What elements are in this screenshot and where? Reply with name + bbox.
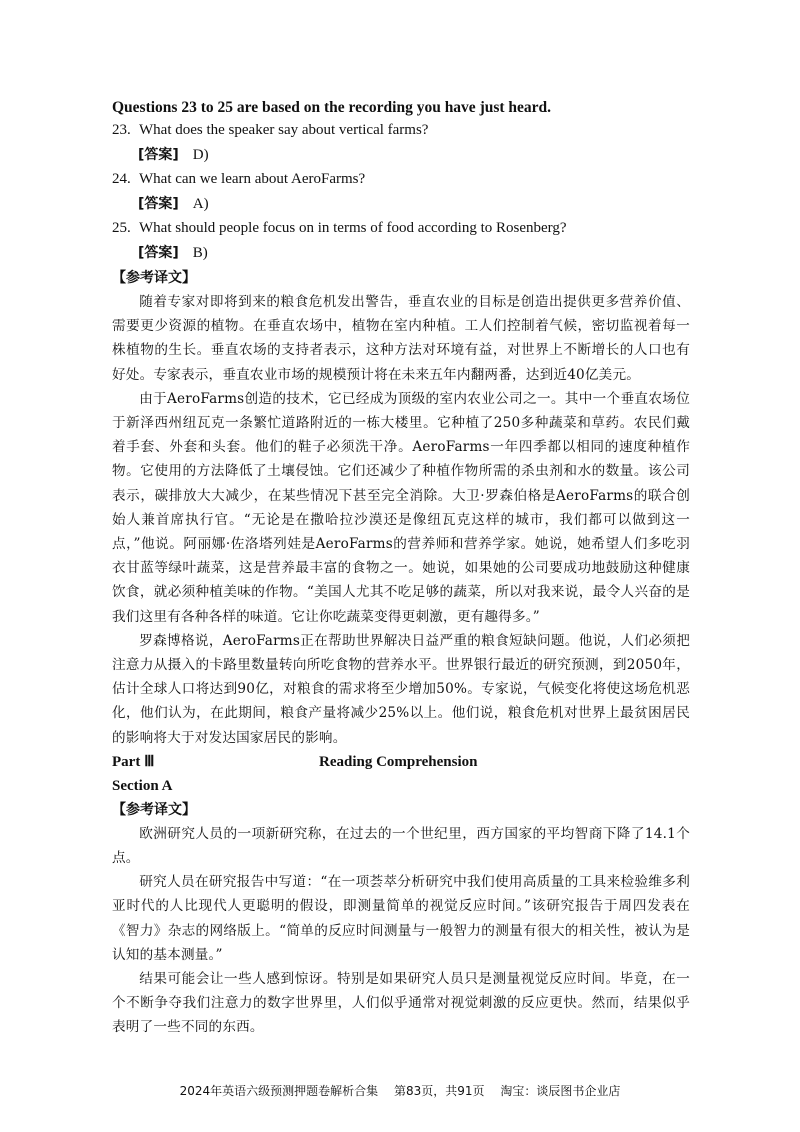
answer-value: B) <box>192 245 208 261</box>
question-text: What should people focus on in terms of food according to Rosenberg? <box>139 220 567 236</box>
questions-header: Questions 23 to 25 are based on the recording you have just heard. <box>112 99 552 116</box>
paragraph: 随着专家对即将到来的粮食危机发出警告，垂直农业的目标是创造出提供更多营养价值、需要更少资源的植物。在垂直农场中，植物在室内种植。工人们控制着气候，密切监视着每一株植物的生长。垂直农场的支持者表示，这种方法对环境有益，对世界上不断增长的人口也有好处。专家表示，垂直农业市场的规模预计将在未来五年内翻两番，达到近40亿美元。 <box>112 294 690 383</box>
paragraph: 结果可能会让一些人感到惊讶。特别是如果研究人员只是测量视觉反应时间。毕竟，在一个不断争夺我们注意力的数字世界里，人们似乎通常对视觉刺激的反应更快。然而，结果似乎表明了一些不同的东西。 <box>112 971 690 1036</box>
question-text: What does the speaker say about vertical farms? <box>139 122 429 138</box>
page-content <box>112 96 690 1040</box>
paragraph: 罗森博格说，AeroFarms正在帮助世界解决日益严重的粮食短缺问题。他说，人们必须把注意力从摄入的卡路里数量转向所吃食物的营养水平。世界银行最近的研究预测，到2050年，估计全球人口将达到90亿，对粮食的需求将至少增加50%。专家说，气候变化将使这场危机恶化，他们认为，在此期间，粮食产量将减少25%以上。他们说，粮食危机对世界上最贫困居民的影响将大于对发达国家居民的影响。 <box>112 632 690 746</box>
translation-label: 【参考译文】 <box>112 801 196 818</box>
answer-tag: [答案] <box>138 147 179 163</box>
question-number: 23. <box>112 122 131 138</box>
answer-tag: [答案] <box>138 196 179 212</box>
answer-tag: [答案] <box>138 245 179 261</box>
answer-24 <box>138 191 690 217</box>
question-25 <box>112 217 690 240</box>
paragraph: 欧洲研究人员的一项新研究称，在过去的一个世纪里，西方国家的平均智商下降了14.1个点。 <box>112 825 690 867</box>
part-title: Reading Comprehension <box>319 753 478 770</box>
answer-23 <box>138 142 690 168</box>
question-23 <box>112 119 690 142</box>
answer-25 <box>138 240 690 266</box>
paragraph: 由于AeroFarms创造的技术，它已经成为顶级的室内农业公司之一。其中一个垂直农场位于新泽西州纽瓦克一条繁忙道路附近的一栋大楼里。它种植了250多种蔬菜和草药。农民们戴着手套、外套和头套。他们的鞋子必须洗干净。AeroFarms一年四季都以相同的速度种植作物。它使用的方法降低了土壤侵蚀。它们还减少了种植作物所需的杀虫剂和水的数量。该公司表示，碳排放大大减少，在某些情况下甚至完全消除。大卫·罗森伯格是AeroFarms的联合创始人兼首席执行官。“无论是在撒哈拉沙漠还是像纽瓦克这样的城市，我们都可以做到这一点，”他说。阿丽娜·佐洛塔列娃是AeroFarms的营养师和营养学家。她说，她希望人们多吃羽衣甘蓝等绿叶蔬菜，这是营养最丰富的食物之一。她说，如果她的公司要成功地鼓励这种健康饮食，就必须种植美味的作物。“美国人尤其不吃足够的蔬菜，所以对我来说，最令人兴奋的是我们这里有各种各样的味道。它让你吃蔬菜变得更刺激，更有趣得多。” <box>112 390 690 625</box>
footer-page-number: 第83页，共91页 <box>393 1084 485 1098</box>
answer-value: D) <box>192 147 209 163</box>
footer-collection: 2024年英语六级预测押题卷解析合集 <box>179 1084 379 1098</box>
footer-shop: 淘宝：谈辰图书企业店 <box>500 1084 621 1098</box>
question-24 <box>112 168 690 191</box>
question-text: What can we learn about AeroFarms? <box>139 171 366 187</box>
question-number: 24. <box>112 171 131 187</box>
question-number: 25. <box>112 220 131 236</box>
part-label: Part Ⅲ <box>112 753 155 770</box>
part-heading <box>112 750 690 774</box>
translation-label: 【参考译文】 <box>112 270 196 286</box>
section-heading: Section A <box>112 777 173 794</box>
answer-value: A) <box>192 196 209 212</box>
paragraph: 研究人员在研究报告中写道：“在一项荟萃分析研究中我们使用高质量的工具来检验维多利亚时代的人比现代人更聪明的假设，即测量简单的视觉反应时间。”该研究报告于周四发表在《智力》杂志的网络版上。“简单的反应时间测量与一般智力的测量有很大的相关性，被认为是认知的基本测量。” <box>112 874 690 963</box>
page-footer <box>0 1082 800 1099</box>
